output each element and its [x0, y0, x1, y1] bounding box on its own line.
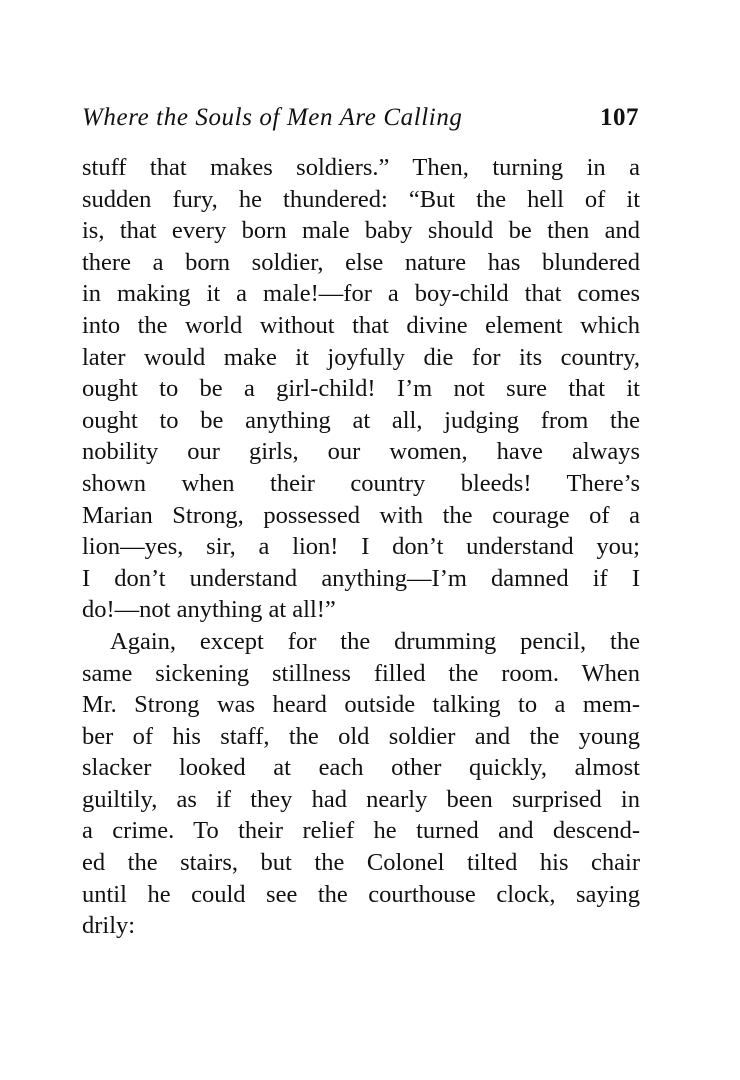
- text-line: a crime. To their relief he turned and descend-: [82, 817, 640, 845]
- text-line: drily:: [82, 912, 136, 940]
- text-line: sudden fury, he thundered: “But the hell of it: [82, 185, 640, 213]
- text-line: Mr. Strong was heard outside talking to a mem-: [82, 691, 640, 719]
- running-title: Where the Souls of Men Are Calling: [82, 104, 463, 131]
- text-line: is, that every born male baby should be then and: [82, 217, 640, 245]
- text-line: Marian Strong, possessed with the courage of a: [82, 501, 640, 529]
- text-line: later would make it joyfully die for its country,: [82, 343, 640, 371]
- body-text: [82, 152, 640, 942]
- text-line: same sickening stillness filled the room. When: [82, 659, 640, 687]
- text-line: until he could see the courthouse clock, saying: [82, 880, 640, 908]
- text-line: in making it a male!—for a boy-child that comes: [82, 280, 640, 308]
- text-line: nobility our girls, our women, have always: [82, 438, 640, 466]
- running-head: [82, 104, 639, 144]
- page-number: 107: [600, 104, 639, 131]
- text-line: Again, except for the drumming pencil, the: [110, 627, 640, 655]
- text-line: ought to be anything at all, judging from the: [82, 406, 640, 434]
- text-line: stuff that makes soldiers.” Then, turning in a: [82, 154, 640, 181]
- text-line: ought to be a girl-child! I’m not sure that it: [82, 375, 640, 403]
- text-line: guiltily, as if they had nearly been surprised in: [82, 785, 640, 813]
- text-line: ed the stairs, but the Colonel tilted his chair: [82, 849, 640, 877]
- text-line: ber of his staff, the old soldier and the young: [82, 722, 640, 750]
- text-line: there a born soldier, else nature has blundered: [82, 248, 640, 276]
- text-line: into the world without that divine element which: [82, 311, 640, 339]
- text-line: do!—not anything at all!”: [82, 596, 336, 624]
- text-line: slacker looked at each other quickly, almost: [82, 754, 640, 782]
- text-line: shown when their country bleeds! There’s: [82, 469, 640, 497]
- text-line: lion—yes, sir, a lion! I don’t understand you;: [82, 533, 640, 561]
- text-line: I don’t understand anything—I’m damned if I: [82, 564, 640, 592]
